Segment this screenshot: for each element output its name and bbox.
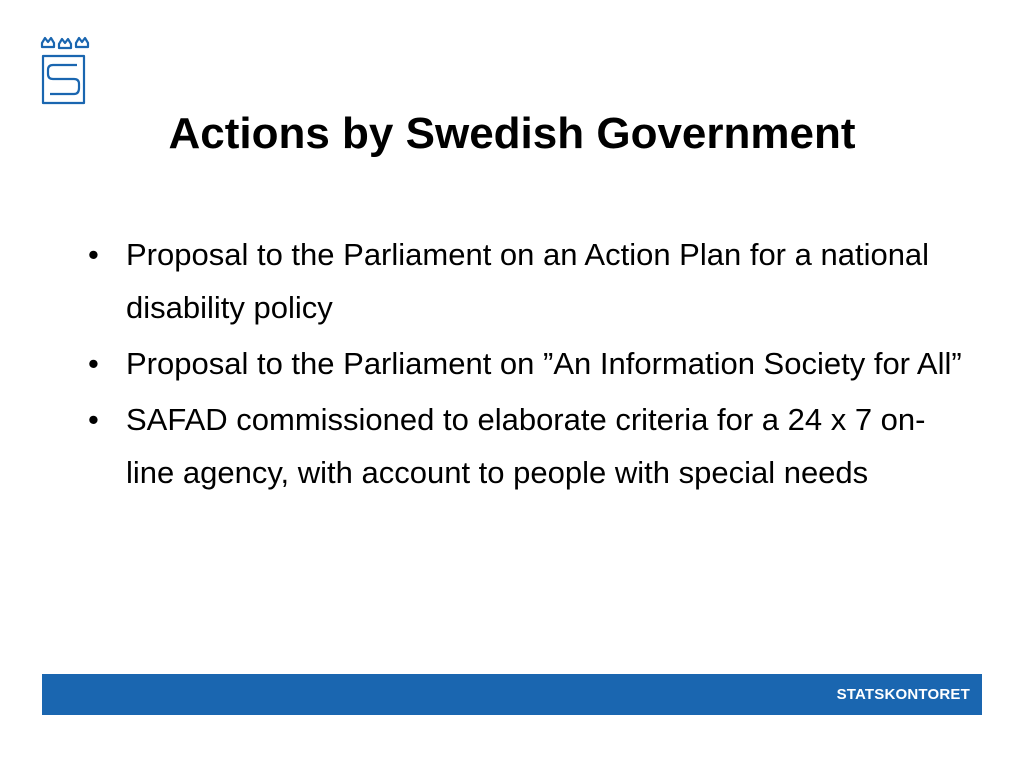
bullet-item bbox=[84, 228, 964, 334]
bullet-text: Proposal to the Parliament on ”An Information Society for All” bbox=[126, 346, 962, 381]
bullet-item bbox=[84, 337, 964, 390]
bullet-text: Proposal to the Parliament on an Action Plan for a national disability policy bbox=[126, 237, 930, 325]
footer-bar bbox=[42, 674, 982, 715]
bullet-list bbox=[84, 228, 964, 502]
footer-brand-label: STATSKONTORET bbox=[836, 686, 970, 703]
bullet-marker: • bbox=[88, 237, 99, 272]
three-crowns-s-logo-icon bbox=[36, 36, 94, 108]
bullet-item bbox=[84, 393, 964, 499]
bullet-text: SAFAD commissioned to elaborate criteria for a 24 x 7 on-line agency, with account to people with special needs bbox=[126, 402, 926, 490]
slide-title: Actions by Swedish Government bbox=[168, 109, 856, 158]
bullet-marker: • bbox=[88, 346, 99, 381]
bullet-marker: • bbox=[88, 402, 99, 437]
